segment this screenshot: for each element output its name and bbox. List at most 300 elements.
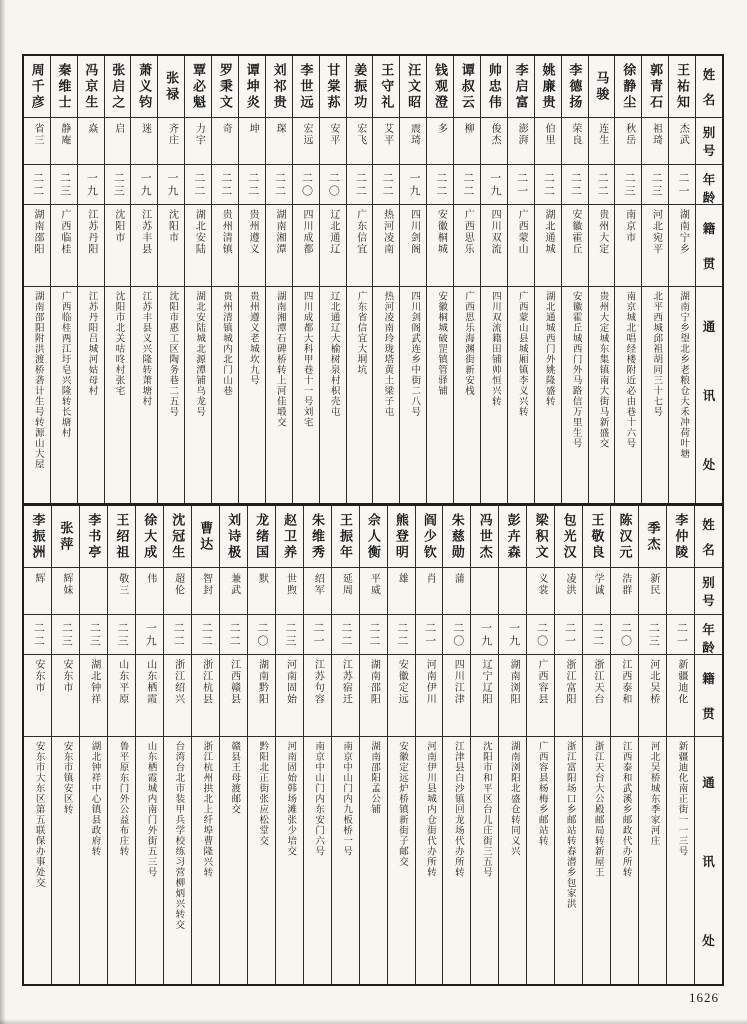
entry-age-cell <box>136 615 163 655</box>
entry-name-cell <box>276 506 303 568</box>
entry-name: 冯世杰 <box>477 512 493 561</box>
entry-name-cell <box>508 56 534 118</box>
entry-origin-cell <box>136 655 163 737</box>
entry-address-cell <box>212 287 238 503</box>
entry-origin-cell <box>481 205 507 287</box>
entry-column <box>238 56 265 503</box>
entry-column <box>135 506 163 984</box>
entry-address-cell <box>615 287 641 503</box>
entry-age: 二三 <box>112 171 125 198</box>
entry-column <box>319 56 346 503</box>
entry-address-cell <box>24 287 50 503</box>
entry-alias: 静庵 <box>58 123 70 146</box>
entry-age: 二三 <box>284 621 296 648</box>
entry-age-cell <box>248 615 275 655</box>
entry-origin-cell <box>360 655 387 737</box>
entry-alias: 延周 <box>340 573 352 596</box>
entry-age: 二二 <box>367 621 380 648</box>
entry-age: 一九 <box>479 621 492 648</box>
entry-origin: 南京市 <box>623 209 635 244</box>
entry-alias-cell <box>293 118 319 165</box>
entry-alias: 义裳 <box>536 573 548 596</box>
entry-age: 二二 <box>31 171 44 198</box>
entry-alias-cell <box>642 118 668 165</box>
entry-alias: 浩群 <box>619 573 631 596</box>
entry-column <box>24 506 51 984</box>
entry-age-cell <box>454 165 480 205</box>
entry-address: 南京城北唱经楼附近必由巷十六号 <box>624 291 635 449</box>
entry-age: 二二 <box>542 171 555 198</box>
row-label-char: 贯 <box>702 707 715 722</box>
entry-age-cell <box>276 615 303 655</box>
entry-age-cell <box>400 165 426 205</box>
entry-name-cell <box>158 56 184 118</box>
entry-name-cell <box>164 506 191 568</box>
entry-name: 汪文昭 <box>406 62 422 111</box>
entry-origin: 河北宛平 <box>650 209 662 255</box>
entry-age: 二二 <box>591 621 604 648</box>
entry-alias-cell <box>220 568 247 615</box>
entry-name-cell <box>24 56 50 118</box>
entry-name: 李德扬 <box>567 62 583 111</box>
entry-address: 贵州清镇城内北门山巷 <box>221 291 231 396</box>
entry-origin: 江苏丰县 <box>139 209 151 255</box>
entry-column <box>184 56 211 503</box>
entry-address: 广西思乐海渊街新安栈 <box>463 291 474 396</box>
entry-address-cell <box>80 737 107 984</box>
entry-column <box>372 56 399 503</box>
entry-origin: 江西泰和 <box>619 659 631 705</box>
entry-alias-cell <box>535 118 561 165</box>
entry-alias: 伟 <box>144 573 156 585</box>
entry-column <box>399 56 426 503</box>
entry-age: 二二 <box>200 621 213 648</box>
entry-address-cell <box>667 737 694 984</box>
entry-address: 沈阳市惠工区陶务巷二五号 <box>167 291 178 417</box>
entry-alias: 艾平 <box>381 123 393 146</box>
entry-alias: 荣良 <box>569 123 581 146</box>
entry-address-cell <box>239 287 265 503</box>
entry-origin-cell <box>293 205 319 287</box>
entry-name: 李启富 <box>513 62 529 111</box>
entry-age: 二二 <box>172 621 185 648</box>
entry-column <box>157 56 184 503</box>
entry-age-cell <box>131 165 157 205</box>
entry-origin-cell <box>239 205 265 287</box>
entry-origin: 安东市 <box>60 659 72 694</box>
entry-age: 一九 <box>139 171 152 198</box>
entry-address-cell <box>185 287 211 503</box>
entry-address: 安东市镇安区转 <box>61 741 72 815</box>
entry-origin-cell <box>471 655 498 737</box>
row-label-char: 籍 <box>702 671 715 686</box>
entry-column <box>211 56 238 503</box>
entry-address-cell <box>589 287 615 503</box>
entry-age-cell <box>527 615 554 655</box>
entry-name: 李书亭 <box>86 512 102 561</box>
entry-address: 安徽桐城破罡镇管驿铺 <box>436 291 447 396</box>
entry-alias: 秋岳 <box>623 123 635 146</box>
entry-origin: 广西临桂 <box>58 209 70 255</box>
entry-alias-cell <box>105 118 131 165</box>
entry-address-cell <box>555 737 582 984</box>
entry-origin-cell <box>443 655 470 737</box>
entry-address-cell <box>164 737 191 984</box>
entry-alias-cell <box>639 568 666 615</box>
entry-address-cell <box>332 737 359 984</box>
entry-origin: 江西赣县 <box>228 659 240 705</box>
row-label-char: 讯 <box>702 388 716 403</box>
row-label-char: 龄 <box>702 191 716 205</box>
entry-address-cell <box>266 287 292 503</box>
entry-alias-cell <box>347 118 373 165</box>
entry-age-cell <box>320 165 346 205</box>
entry-age-cell <box>239 165 265 205</box>
entry-origin-cell <box>78 205 104 287</box>
entry-name: 阎少钦 <box>421 512 437 561</box>
entry-origin-cell <box>248 655 275 737</box>
entry-name-cell <box>105 56 131 118</box>
entry-name-cell <box>615 56 641 118</box>
entry-address: 沈阳市和平区台儿庄街三五号 <box>480 741 491 878</box>
entry-origin-cell <box>527 655 554 737</box>
entry-alias-cell <box>304 568 331 615</box>
entry-address-cell <box>304 737 331 984</box>
entry-origin-cell <box>427 205 453 287</box>
entry-address: 河北吴桥城东季家河庄 <box>648 741 659 846</box>
entry-address: 湖南邵阳孟公铺 <box>369 741 380 815</box>
entry-alias: 新民 <box>647 573 659 596</box>
entry-alias: 琛 <box>274 123 286 135</box>
entry-age-cell <box>416 615 443 655</box>
row-label-age <box>696 165 722 205</box>
entry-name-cell <box>220 506 247 568</box>
entry-origin: 广西容县 <box>536 659 548 705</box>
entry-address: 湖南浏阳北盛仓转同义兴 <box>508 741 519 857</box>
entry-origin-cell <box>52 655 79 737</box>
entry-name: 马骏 <box>594 70 610 103</box>
entry-age: 二三 <box>58 171 71 198</box>
entry-origin: 湖南黔阳 <box>256 659 268 705</box>
entry-name-cell <box>583 506 610 568</box>
entry-name: 甘棠荪 <box>325 62 341 111</box>
entry-origin-cell <box>108 655 135 737</box>
entry-alias: 绍军 <box>312 573 324 596</box>
entry-name-cell <box>388 506 415 568</box>
row-label-char: 讯 <box>702 854 715 869</box>
entry-age: 二〇 <box>451 621 464 648</box>
entry-address: 河南伊川县城内仓街代办所转 <box>424 741 435 878</box>
entry-age-cell <box>24 165 50 205</box>
row-label-name <box>696 56 722 118</box>
entry-name-cell <box>80 506 107 568</box>
entry-age: 二二 <box>569 171 582 198</box>
entry-address: 四川剑阁武连乡中街二八号 <box>409 291 420 417</box>
entry-name-cell <box>52 506 79 568</box>
entry-alias-cell <box>562 118 588 165</box>
entry-alias: 力宇 <box>193 123 205 146</box>
entry-alias-cell <box>52 568 79 615</box>
entry-origin: 新疆迪化 <box>675 659 687 705</box>
entry-name-cell <box>24 506 51 568</box>
entry-age: 二一 <box>563 621 576 648</box>
entry-address-cell <box>499 737 526 984</box>
entry-column <box>387 506 415 984</box>
entry-origin: 热河凌南 <box>381 209 393 255</box>
entry-column <box>107 506 135 984</box>
entry-age-cell <box>583 615 610 655</box>
entry-origin: 浙江杭县 <box>200 659 212 705</box>
entry-origin: 河南固始 <box>284 659 296 705</box>
entry-name: 张启之 <box>110 62 126 111</box>
row-label-alias <box>695 568 722 615</box>
entry-alias: 奇 <box>220 123 232 135</box>
entry-name: 李仲陵 <box>673 512 689 561</box>
entry-age-cell <box>373 165 399 205</box>
entry-name-cell <box>667 506 694 568</box>
entry-alias: 杰武 <box>677 123 689 146</box>
entry-alias: 齐庄 <box>166 123 178 146</box>
entry-name-cell <box>562 56 588 118</box>
entry-age: 二二 <box>339 621 352 648</box>
entry-address: 广西容县杨梅乡邮站转 <box>536 741 547 846</box>
entry-age: 二三 <box>623 171 636 198</box>
entry-address-cell <box>443 737 470 984</box>
entry-age: 二〇 <box>535 621 548 648</box>
entry-name: 李世远 <box>298 62 314 111</box>
entry-age: 二三 <box>116 621 129 648</box>
entry-age-cell <box>611 615 638 655</box>
entry-address: 湖南湘潭石碑桥转上河佳塅交 <box>274 291 285 428</box>
entry-origin-cell <box>131 205 157 287</box>
entry-column <box>415 506 443 984</box>
entry-age: 二〇 <box>619 621 632 648</box>
entry-alias-cell <box>611 568 638 615</box>
row-label-address <box>696 287 722 503</box>
entry-origin: 广东信宜 <box>354 209 366 255</box>
entry-address: 辽北通辽大榆树泉村枳壳屯 <box>328 291 339 417</box>
entry-origin-cell <box>642 205 668 287</box>
entry-age: 二一 <box>676 171 689 198</box>
entry-name-cell <box>481 56 507 118</box>
entry-alias: 多 <box>435 123 447 135</box>
entry-name-cell <box>266 56 292 118</box>
entry-name: 季杰 <box>645 520 661 553</box>
row-label-name <box>695 506 722 568</box>
entry-column <box>191 506 219 984</box>
entry-column <box>582 506 610 984</box>
entry-age-cell <box>51 165 77 205</box>
entry-origin-cell <box>220 655 247 737</box>
entry-alias-cell <box>527 568 554 615</box>
entry-age: 二一 <box>423 621 436 648</box>
entry-name-cell <box>347 56 373 118</box>
entry-address: 北平西城邱祖胡同三十七号 <box>651 291 662 417</box>
entry-address: 四川双流籍田铺帅恒兴转 <box>489 291 500 407</box>
entry-origin: 浙江富阳 <box>564 659 575 705</box>
entry-column <box>24 56 50 503</box>
entry-name-cell <box>131 56 157 118</box>
entry-age-cell <box>80 615 107 655</box>
entry-alias-cell <box>24 118 50 165</box>
entry-address-cell <box>416 737 443 984</box>
entry-origin-cell <box>320 205 346 287</box>
entry-alias: 雄 <box>396 573 408 585</box>
entry-name: 冯京生 <box>83 62 99 111</box>
entry-origin-cell <box>332 655 359 737</box>
entry-address: 山东栖霞城内南门外街五三号 <box>145 741 156 878</box>
entry-name: 钱观澄 <box>432 62 448 111</box>
row-label-alias <box>696 118 722 165</box>
entry-alias-cell <box>427 118 453 165</box>
entry-address-cell <box>562 287 588 503</box>
page-number: 1626 <box>689 990 719 1005</box>
entry-origin: 湖南湘潭 <box>274 209 286 255</box>
entry-origin: 安徽桐城 <box>435 209 447 255</box>
row-label-address <box>695 737 722 984</box>
entry-origin-cell <box>105 205 131 287</box>
entry-alias-cell <box>481 118 507 165</box>
entry-age-cell <box>192 615 219 655</box>
entry-address-cell <box>639 737 666 984</box>
row-label-char: 籍 <box>702 221 716 236</box>
entry-age: 二二 <box>461 171 474 198</box>
entry-age-cell <box>78 165 104 205</box>
entry-origin: 安东市 <box>32 659 44 694</box>
entry-age-cell <box>443 615 470 655</box>
entry-name-cell <box>78 56 104 118</box>
entry-column <box>470 506 498 984</box>
entry-alias: 坤 <box>247 123 259 135</box>
entry-origin-cell <box>454 205 480 287</box>
entry-address: 浙江天台大公殿邮局转新屋王 <box>592 741 603 878</box>
row-label-char: 别 <box>702 576 715 590</box>
entry-alias: 兼武 <box>228 573 240 596</box>
entry-address-cell <box>471 737 498 984</box>
entry-alias-cell <box>266 118 292 165</box>
entry-age: 一九 <box>166 171 179 198</box>
row-label-origin <box>696 205 722 287</box>
entry-alias-cell <box>131 118 157 165</box>
entry-address: 江苏丰县义兴隆转萧塘村 <box>140 291 151 407</box>
entry-alias: 震琦 <box>408 123 420 146</box>
entry-origin-cell <box>164 655 191 737</box>
entry-age: 二二 <box>596 171 609 198</box>
entry-name-cell <box>639 506 666 568</box>
directory-table-top <box>24 56 722 503</box>
entry-name: 梁积文 <box>533 512 549 561</box>
entry-name-cell <box>373 56 399 118</box>
entry-age-cell <box>499 615 526 655</box>
entry-origin: 山东栖霞 <box>144 659 156 705</box>
entry-alias: 连生 <box>596 123 608 146</box>
entry-address: 沈阳市北关咕咚村张宅 <box>113 291 124 396</box>
entry-origin-cell <box>51 205 77 287</box>
entry-alias: 俊杰 <box>489 123 501 146</box>
entry-column <box>163 506 191 984</box>
entry-origin-cell <box>416 655 443 737</box>
entry-origin-cell <box>158 205 184 287</box>
entry-name: 罗秉文 <box>217 62 233 111</box>
entry-alias-cell <box>454 118 480 165</box>
entry-address-cell <box>220 737 247 984</box>
entry-name: 郭青石 <box>648 62 664 111</box>
entry-alias: 肖 <box>424 573 436 585</box>
entry-name: 王祐知 <box>674 62 690 111</box>
entry-age-cell <box>562 165 588 205</box>
entry-origin: 贵州大定 <box>596 209 608 255</box>
entry-address-cell <box>78 287 104 503</box>
entry-origin-cell <box>80 655 107 737</box>
entry-origin-cell <box>304 655 331 737</box>
entry-alias-cell <box>615 118 641 165</box>
entry-age: 二一 <box>675 621 688 648</box>
entry-alias-cell <box>332 568 359 615</box>
entry-age: 二一 <box>515 171 528 198</box>
entry-name-cell <box>535 56 561 118</box>
entry-origin: 江苏宿迁 <box>340 659 352 705</box>
entry-age-cell <box>220 615 247 655</box>
entry-name-cell <box>304 506 331 568</box>
entry-origin-cell <box>24 655 51 737</box>
entry-origin: 安徽霍丘 <box>569 209 581 255</box>
entry-address-cell <box>347 287 373 503</box>
entry-name-cell <box>416 506 443 568</box>
row-label-char: 别 <box>702 126 716 140</box>
entry-column <box>480 56 507 503</box>
entry-origin: 湖北安陆 <box>193 209 205 255</box>
entry-alias: 平威 <box>368 573 380 596</box>
entry-age-cell <box>481 165 507 205</box>
row-label-char: 名 <box>702 543 715 558</box>
row-label-char: 通 <box>702 320 716 335</box>
entry-alias-cell <box>185 118 211 165</box>
row-label-char: 年 <box>702 173 716 187</box>
entry-alias-cell <box>136 568 163 615</box>
entry-age: 二三 <box>60 621 73 648</box>
entry-alias: 省三 <box>32 123 44 146</box>
entry-name: 刘祁贵 <box>271 62 287 111</box>
entry-alias-cell <box>192 568 219 615</box>
entry-alias-cell <box>51 118 77 165</box>
entry-address: 赣县王母渡邮交 <box>229 741 240 815</box>
entry-age: 二一 <box>311 621 324 648</box>
entry-address: 江津县白沙镇回龙场代办所转 <box>452 741 463 878</box>
entry-address: 湖北钟祥中心镇县政府转 <box>89 741 100 857</box>
row-label-char: 姓 <box>702 517 715 532</box>
entry-alias-cell <box>667 568 694 615</box>
entry-age-cell <box>535 165 561 205</box>
entry-alias-cell <box>555 568 582 615</box>
entry-address-cell <box>108 737 135 984</box>
row-label-char: 贯 <box>702 257 716 272</box>
entry-alias: 柳 <box>462 123 474 135</box>
entry-address-cell <box>373 287 399 503</box>
entry-age: 二二 <box>32 621 45 648</box>
entry-origin: 四川双流 <box>489 209 501 255</box>
entry-origin-cell <box>555 655 582 737</box>
entry-origin-cell <box>639 655 666 737</box>
entry-address-cell <box>400 287 426 503</box>
entry-origin: 浙江天台 <box>591 659 603 705</box>
entry-age: 二三 <box>88 621 101 648</box>
entry-alias: 祖琦 <box>650 123 662 146</box>
entry-name: 帅忠伟 <box>486 62 502 111</box>
entry-age-cell <box>105 165 131 205</box>
entry-name: 谭坤炎 <box>244 62 260 111</box>
entry-alias-cell <box>508 118 534 165</box>
entry-age-cell <box>589 165 615 205</box>
